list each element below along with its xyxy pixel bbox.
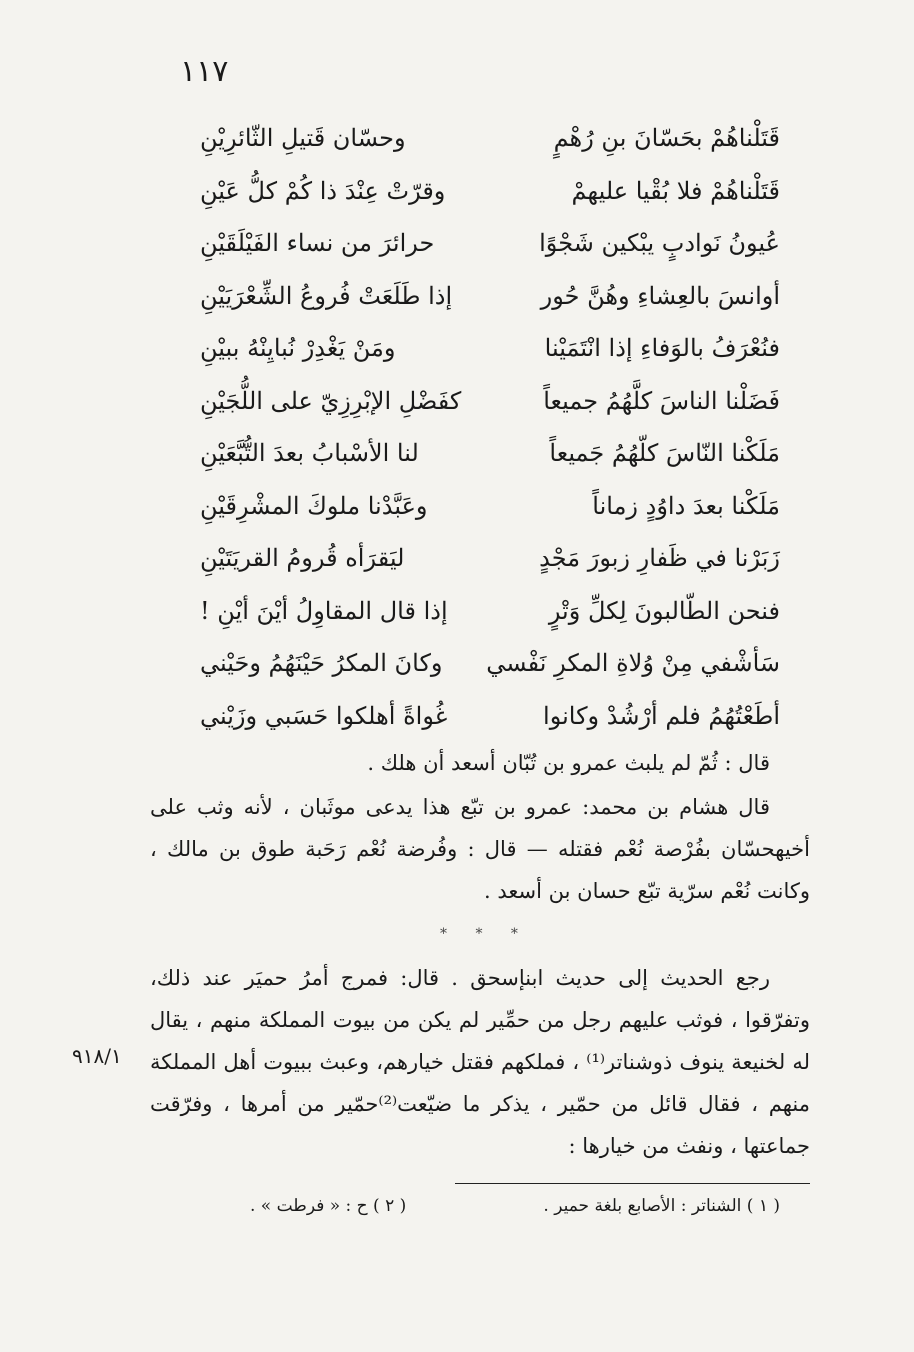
- verse-4: [200, 270, 780, 323]
- hemistich: وكانَ المكرُ حَيْنَهُمُ وحَيْني: [200, 649, 443, 678]
- paragraph-text: قال هشام بن محمد: عمرو بن تبّع هذا يدعى موثَبان ، لأنه وثب على أخيهحسّان بفُرْصة نُعْم فقتله — قال : وفُرضة نُعْم رَحَبة طوق بن مالك ، وكانت نُعْم سرّية تبّع حسان بن أسعد .: [150, 795, 810, 903]
- hemistich: وقرّتْ عِنْدَ ذا كُمْ كلُّ عَيْنِ: [200, 176, 446, 205]
- hemistich: مَلَكْنا بعدَ داوُدٍ زماناً: [592, 491, 780, 520]
- hemistich: مَلَكْنا النّاسَ كلّهُمُ جَميعاً: [549, 439, 780, 468]
- hemistich: ليَقرَأه قُرومُ القريَتَيْنِ: [200, 544, 405, 573]
- verse-1: [200, 112, 780, 165]
- hemistich: فنحن الطّالبونَ لِكلِّ وَتْرٍ: [548, 596, 780, 625]
- hemistich: قَتَلْناهُمْ فلا بُقْيا عليهمْ: [571, 176, 780, 205]
- poem: [200, 112, 780, 742]
- hemistich: إذا طَلَعَتْ فُروعُ الشِّعْرَيَيْنِ: [200, 281, 453, 310]
- verse-12: [200, 690, 780, 743]
- verse-11: [200, 637, 780, 690]
- hemistich: سَأشْفي مِنْ وُلاةِ المكرِ نَفْسي: [486, 649, 780, 678]
- hemistich: عُيونُ نَوادبٍ يبْكين شَجْوًا: [539, 229, 780, 258]
- hemistich: ومَنْ يَغْدِرْ نُبايِنْهُ ببيْنِ: [200, 334, 396, 363]
- hemistich: حرائرَ من نساء الفَيْلَقَيْنِ: [200, 229, 435, 258]
- hemistich: كفَضْلِ الإبْرِزِيّ على اللُّجَيْنِ: [200, 386, 462, 415]
- hemistich: وحسّان قَتيلِ الثّائرِيْنِ: [200, 124, 406, 153]
- margin-reference: ٩١٨/١: [72, 1044, 122, 1068]
- verse-2: [200, 165, 780, 218]
- verse-6: [200, 375, 780, 428]
- paragraph-text: قال : ثُمّ لم يلبث عمرو بن تُبّان أسعد أن هلك .: [367, 751, 770, 775]
- footnote-1: ( ١ ) الشناتر : الأصابع بلغة حمير .: [543, 1196, 780, 1216]
- hemistich: لنا الأسْبابُ بعدَ التُّبَّعَيْنِ: [200, 439, 419, 468]
- prose-paragraph-2: [150, 786, 810, 912]
- hemistich: فَضَلْنا الناسَ كلَّهُمُ جميعاً: [543, 386, 780, 415]
- prose-paragraph-3: [150, 957, 810, 1167]
- verse-7: [200, 427, 780, 480]
- verse-8: [200, 480, 780, 533]
- hemistich: إذا قال المقاوِلُ أيْنَ أيْنِ !: [200, 596, 448, 625]
- hemistich: أطَعْتُهُمُ فلم أرْشُدْ وكانوا: [543, 701, 780, 730]
- section-separator: * * *: [440, 926, 530, 942]
- footnote-2: ( ٢ ) ح : « فرطت » .: [250, 1196, 407, 1216]
- page-number: ١١٧: [180, 54, 229, 89]
- verse-10: [200, 585, 780, 638]
- footnotes: [250, 1196, 780, 1216]
- hemistich: غُواةً أهلكوا حَسَبي وزَيْني: [200, 701, 448, 730]
- verse-5: [200, 322, 780, 375]
- hemistich: زَبَرْنا في ظَفارِ زبورَ مَجْدٍ: [539, 544, 780, 573]
- hemistich: وعَبَّدْنا ملوكَ المشْرِقَيْنِ: [200, 491, 428, 520]
- hemistich: قَتَلْناهُمْ بحَسّانَ بنِ رُهْمٍ: [553, 124, 780, 153]
- footnote-divider: [455, 1183, 810, 1184]
- paragraph-text: رجع الحديث إلى حديث ابنإسحق . قال: فمرج أمرُ حميَر عند ذلك، وتفرّقوا ، فوثب عليهم رجل من حمِّير لم يكن من بيوت المملكة منهم ، يقال له لخنيعة ينوف ذوشناتر⁽¹⁾ ، فملكهم فقتل خيارهم، وعبث ببيوت أهل المملكة منهم ، فقال قائل من حمّير ، يذكر ما ضيّعت⁽²⁾حمّير من أمرها ، وفرّقت جماعتها ، ونفث من خيارها :: [150, 966, 810, 1158]
- verse-3: [200, 217, 780, 270]
- verse-9: [200, 532, 780, 585]
- hemistich: أوانسَ بالعِشاءِ وهُنَّ حُور: [540, 281, 780, 310]
- hemistich: فنُعْرَفُ بالوَفاءِ إذا انْتَمَيْنا: [544, 334, 780, 363]
- prose-paragraph-1: [150, 742, 810, 784]
